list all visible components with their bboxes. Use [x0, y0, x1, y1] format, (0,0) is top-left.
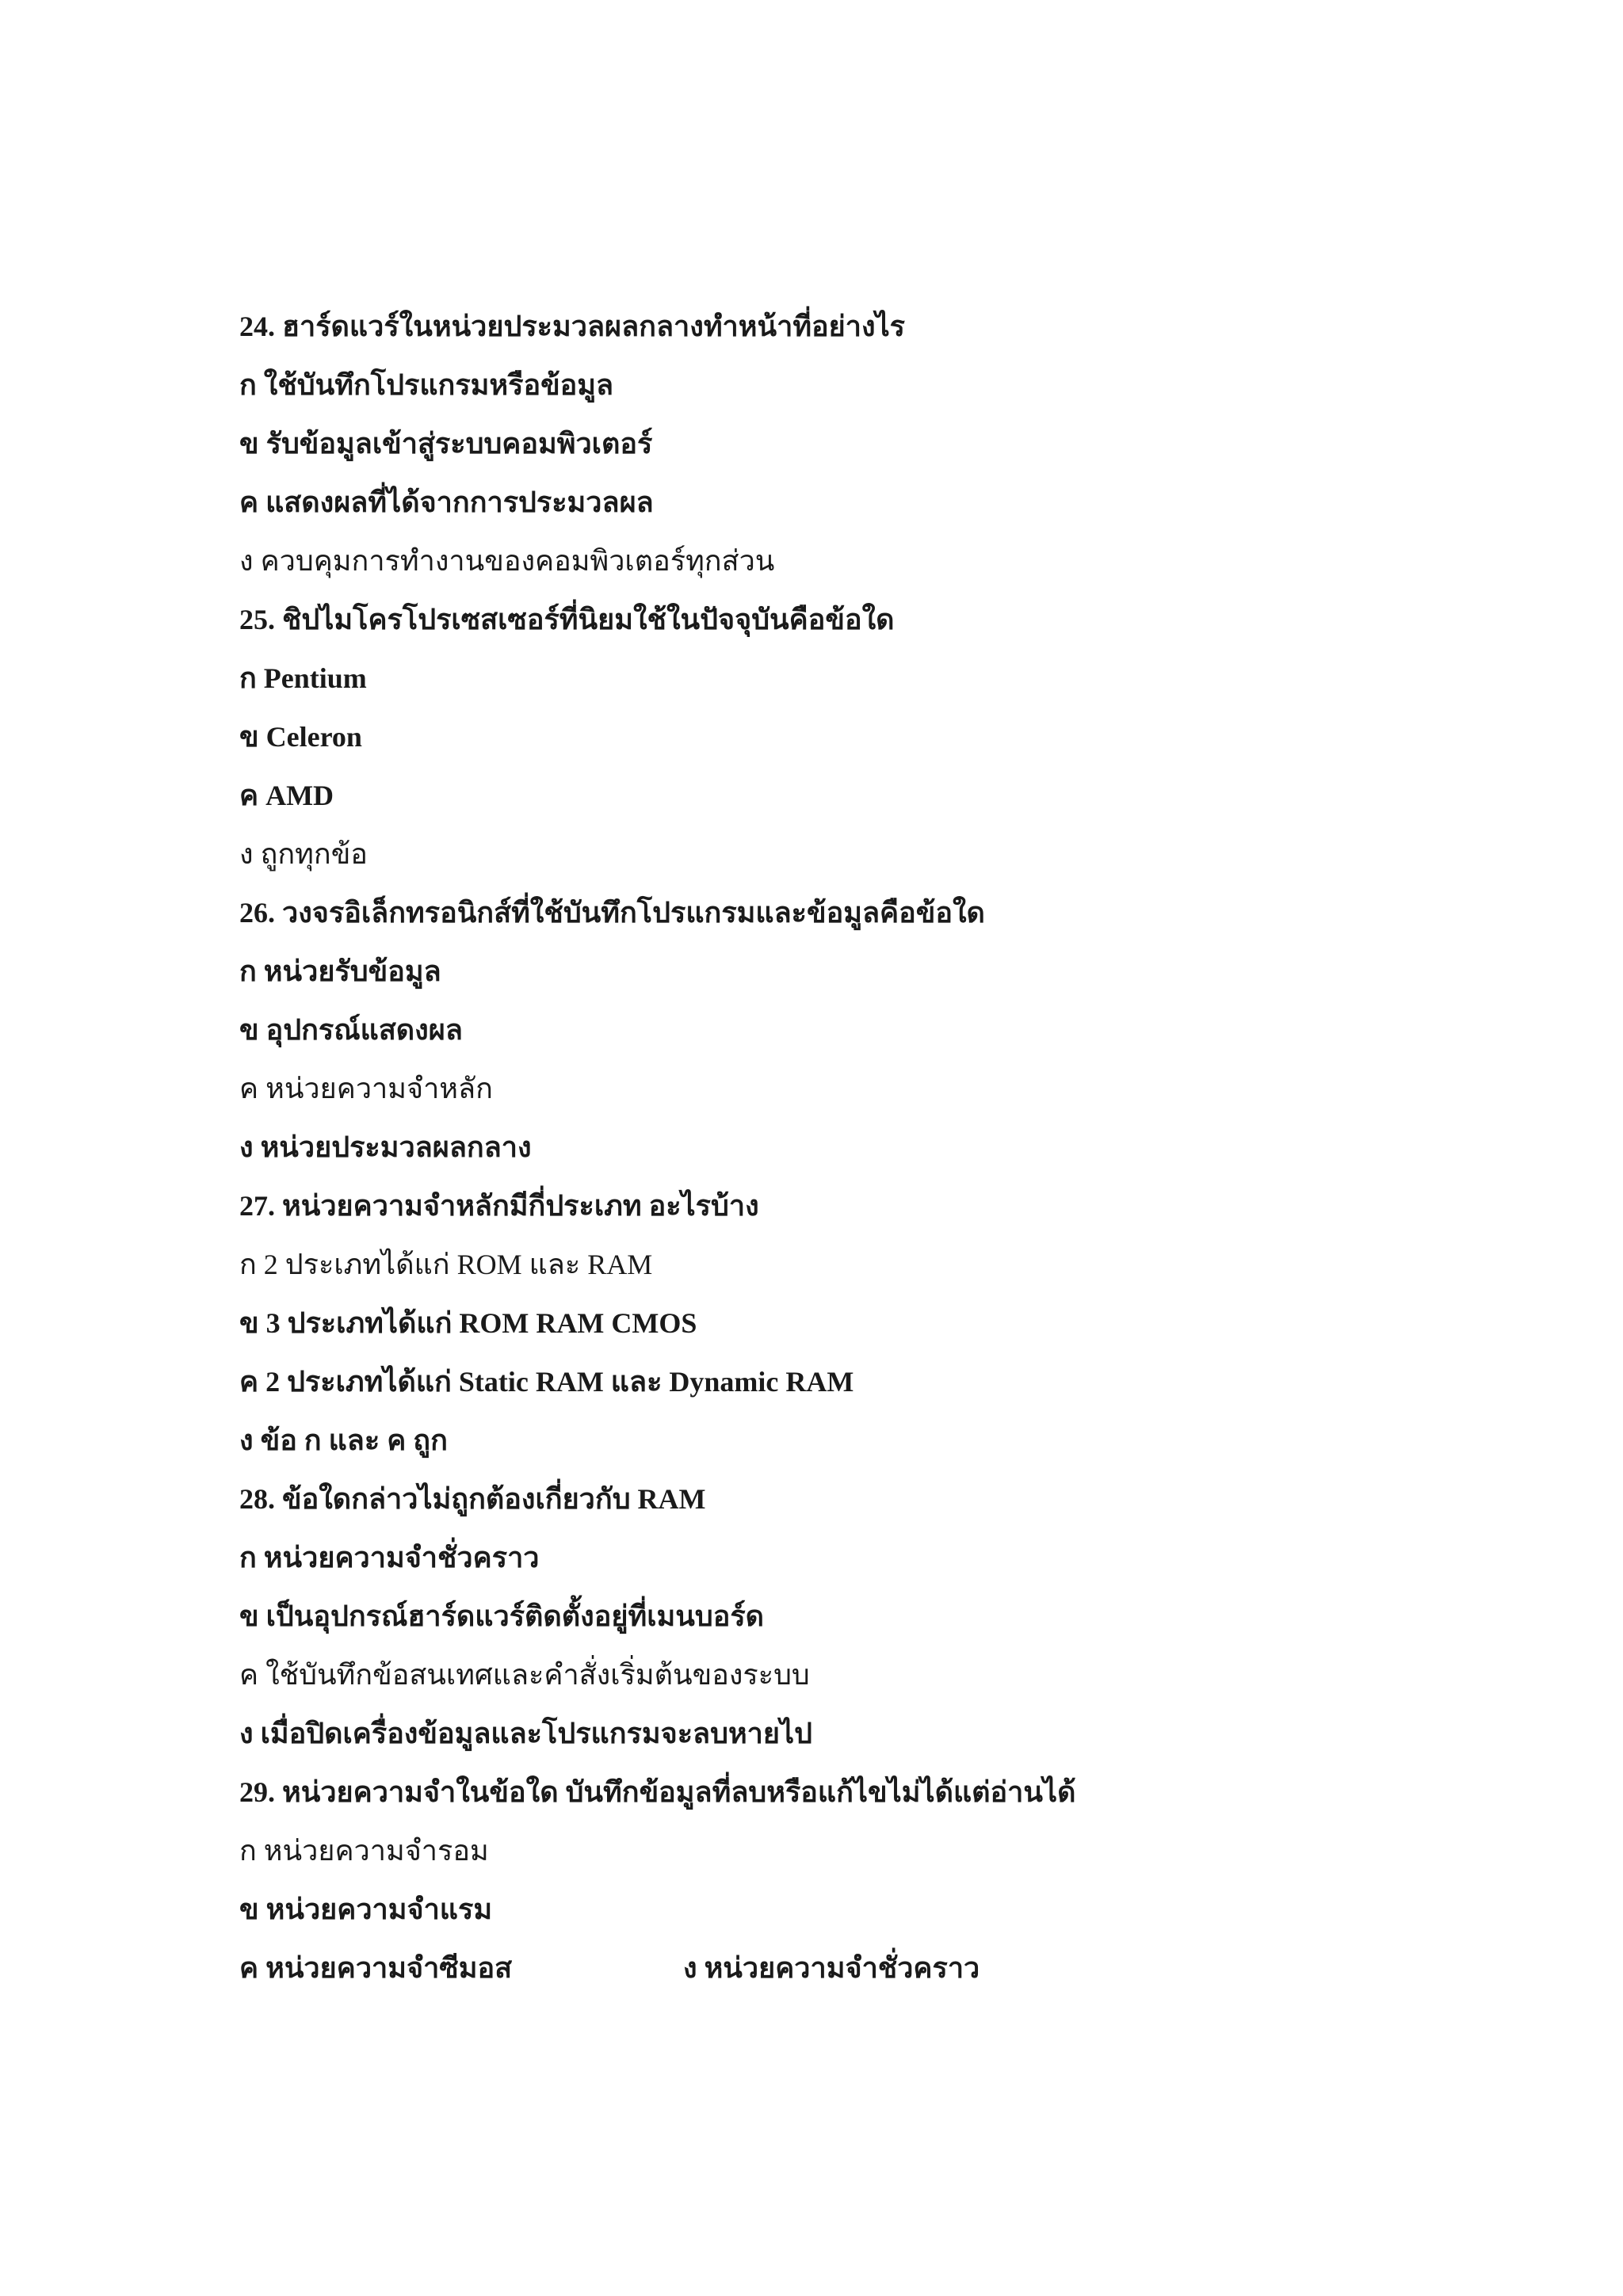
q25-choice-a: ก Pentium — [239, 662, 367, 694]
q24-choice-c: ค แสดงผลที่ได้จากการประมวลผล — [239, 486, 654, 518]
q29-choice-c: ค หน่วยความจำซีมอส — [239, 1952, 513, 1984]
q27-choice-d: ง ข้อ ก และ ค ถูก — [239, 1425, 448, 1456]
question-29: 29. หน่วยความจำในข้อใด บันทึกข้อมูลที่ลบหรือแก้ไขไม่ได้แต่อ่านได้ — [239, 1776, 1076, 1808]
question-list — [239, 297, 1428, 1997]
q26-choice-b: ข อุปกรณ์แสดงผล — [239, 1014, 463, 1046]
q29-choice-d: ง หน่วยความจำชั่วคราว — [683, 1952, 980, 1984]
q25-choice-b: ข Celeron — [239, 721, 362, 753]
q26-choice-a: ก หน่วยรับข้อมูล — [239, 955, 441, 987]
q28-choice-b: ข เป็นอุปกรณ์ฮาร์ดแวร์ติดตั้งอยู่ที่เมนบอร์ด — [239, 1600, 765, 1632]
q28-choice-d: ง เมื่อปิดเครื่องข้อมูลและโปรแกรมจะลบหายไป — [239, 1718, 812, 1749]
question-26: 26. วงจรอิเล็กทรอนิกส์ที่ใช้บันทึกโปรแกรมและข้อมูลคือข้อใด — [239, 897, 985, 929]
q29-choice-a: ก หน่วยความจำรอม — [239, 1835, 489, 1867]
question-25: 25. ชิปไมโครโปรเซสเซอร์ที่นิยมใช้ในปัจจุบันคือข้อใด — [239, 604, 895, 635]
question-24: 24. ฮาร์ดแวร์ในหน่วยประมวลผลกลางทำหน้าที่อย่างไร — [239, 311, 906, 342]
q26-choice-d: ง หน่วยประมวลผลกลาง — [239, 1131, 532, 1163]
q27-choice-c: ค 2 ประเภทได้แก่ Static RAM และ Dynamic RAM — [239, 1366, 854, 1398]
question-28: 28. ข้อใดกล่าวไม่ถูกต้องเกี่ยวกับ RAM — [239, 1483, 706, 1515]
q24-choice-d: ง ควบคุมการทำงานของคอมพิวเตอร์ทุกส่วน — [239, 545, 775, 577]
q25-choice-d: ง ถูกทุกข้อ — [239, 838, 368, 870]
q28-choice-a: ก หน่วยความจำชั่วคราว — [239, 1542, 540, 1573]
q27-choice-a: ก 2 ประเภทได้แก่ ROM และ RAM — [239, 1249, 653, 1280]
q29-choices-c-d — [239, 1939, 1428, 1997]
q24-choice-b: ข รับข้อมูลเข้าสู่ระบบคอมพิวเตอร์ — [239, 428, 653, 460]
question-27: 27. หน่วยความจำหลักมีกี่ประเภท อะไรบ้าง — [239, 1190, 759, 1222]
q27-choice-b: ข 3 ประเภทได้แก่ ROM RAM CMOS — [239, 1307, 697, 1339]
q24-choice-a: ก ใช้บันทึกโปรแกรมหรือข้อมูล — [239, 369, 614, 401]
q28-choice-c: ค ใช้บันทึกข้อสนเทศและคำสั่งเริ่มต้นของระบบ — [239, 1659, 810, 1691]
q25-choice-c: ค AMD — [239, 780, 334, 811]
q26-choice-c: ค หน่วยความจำหลัก — [239, 1073, 493, 1104]
q29-choice-b: ข หน่วยความจำแรม — [239, 1894, 493, 1925]
